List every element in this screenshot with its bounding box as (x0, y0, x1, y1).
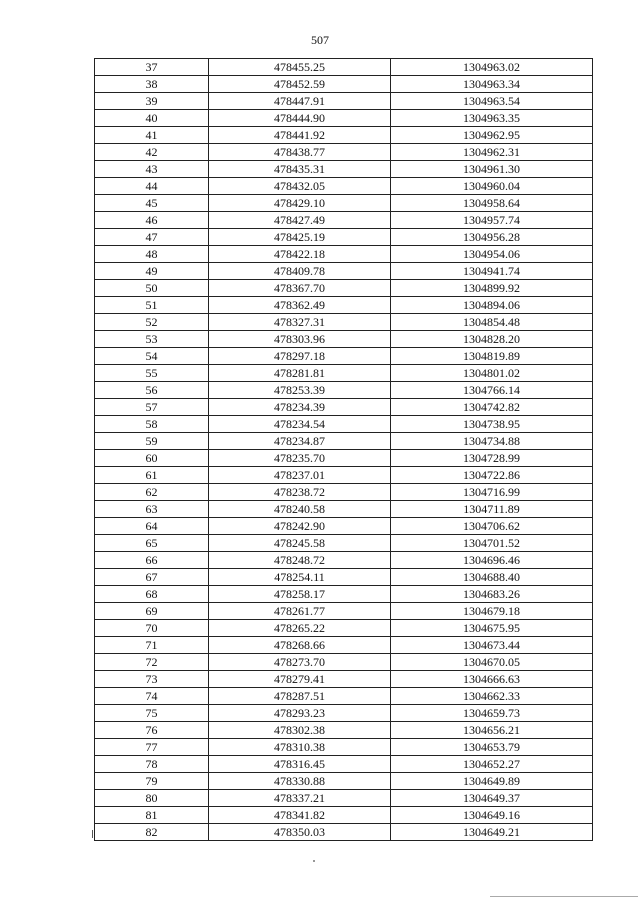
y-coordinate-cell: 1304656.21 (391, 722, 593, 739)
table-row (95, 620, 593, 637)
y-coordinate-cell: 1304649.16 (391, 807, 593, 824)
x-coordinate-cell: 478330.88 (209, 773, 391, 790)
x-coordinate-cell: 478425.19 (209, 229, 391, 246)
point-number-cell: 73 (95, 671, 209, 688)
x-coordinate-cell: 478254.11 (209, 569, 391, 586)
y-coordinate-cell: 1304696.46 (391, 552, 593, 569)
x-coordinate-cell: 478281.81 (209, 365, 391, 382)
point-number-cell: 55 (95, 365, 209, 382)
table-row (95, 450, 593, 467)
y-coordinate-cell: 1304688.40 (391, 569, 593, 586)
point-number-cell: 68 (95, 586, 209, 603)
point-number-cell: 42 (95, 144, 209, 161)
x-coordinate-cell: 478302.38 (209, 722, 391, 739)
point-number-cell: 79 (95, 773, 209, 790)
x-coordinate-cell: 478429.10 (209, 195, 391, 212)
y-coordinate-cell: 1304649.37 (391, 790, 593, 807)
x-coordinate-cell: 478409.78 (209, 263, 391, 280)
y-coordinate-cell: 1304899.92 (391, 280, 593, 297)
x-coordinate-cell: 478362.49 (209, 297, 391, 314)
point-number-cell: 74 (95, 688, 209, 705)
point-number-cell: 40 (95, 110, 209, 127)
table-row (95, 399, 593, 416)
point-number-cell: 64 (95, 518, 209, 535)
y-coordinate-cell: 1304894.06 (391, 297, 593, 314)
y-coordinate-cell: 1304962.31 (391, 144, 593, 161)
x-coordinate-cell: 478438.77 (209, 144, 391, 161)
point-number-cell: 53 (95, 331, 209, 348)
x-coordinate-cell: 478248.72 (209, 552, 391, 569)
point-number-cell: 57 (95, 399, 209, 416)
y-coordinate-cell: 1304956.28 (391, 229, 593, 246)
point-number-cell: 52 (95, 314, 209, 331)
point-number-cell: 72 (95, 654, 209, 671)
point-number-cell: 56 (95, 382, 209, 399)
point-number-cell: 66 (95, 552, 209, 569)
y-coordinate-cell: 1304963.35 (391, 110, 593, 127)
table-row (95, 501, 593, 518)
x-coordinate-cell: 478444.90 (209, 110, 391, 127)
table-row (95, 178, 593, 195)
table-row (95, 297, 593, 314)
table-row (95, 314, 593, 331)
y-coordinate-cell: 1304854.48 (391, 314, 593, 331)
x-coordinate-cell: 478337.21 (209, 790, 391, 807)
table-row (95, 671, 593, 688)
y-coordinate-cell: 1304828.20 (391, 331, 593, 348)
x-coordinate-cell: 478427.49 (209, 212, 391, 229)
y-coordinate-cell: 1304801.02 (391, 365, 593, 382)
x-coordinate-cell: 478297.18 (209, 348, 391, 365)
x-coordinate-cell: 478258.17 (209, 586, 391, 603)
x-coordinate-cell: 478293.23 (209, 705, 391, 722)
table-row (95, 739, 593, 756)
x-coordinate-cell: 478310.38 (209, 739, 391, 756)
y-coordinate-cell: 1304662.33 (391, 688, 593, 705)
point-number-cell: 43 (95, 161, 209, 178)
point-number-cell: 37 (95, 59, 209, 76)
point-number-cell: 48 (95, 246, 209, 263)
point-number-cell: 51 (95, 297, 209, 314)
y-coordinate-cell: 1304954.06 (391, 246, 593, 263)
page-number: 507 (311, 33, 329, 47)
point-number-cell: 58 (95, 416, 209, 433)
point-number-cell: 59 (95, 433, 209, 450)
x-coordinate-cell: 478238.72 (209, 484, 391, 501)
point-number-cell: 47 (95, 229, 209, 246)
y-coordinate-cell: 1304963.34 (391, 76, 593, 93)
x-coordinate-cell: 478234.87 (209, 433, 391, 450)
x-coordinate-cell: 478253.39 (209, 382, 391, 399)
y-coordinate-cell: 1304963.54 (391, 93, 593, 110)
point-number-cell: 71 (95, 637, 209, 654)
point-number-cell: 82 (95, 824, 209, 841)
x-coordinate-cell: 478273.70 (209, 654, 391, 671)
y-coordinate-cell: 1304653.79 (391, 739, 593, 756)
y-coordinate-cell: 1304679.18 (391, 603, 593, 620)
x-coordinate-cell: 478341.82 (209, 807, 391, 824)
point-number-cell: 44 (95, 178, 209, 195)
x-coordinate-cell: 478447.91 (209, 93, 391, 110)
table-row (95, 59, 593, 76)
point-number-cell: 80 (95, 790, 209, 807)
x-coordinate-cell: 478350.03 (209, 824, 391, 841)
point-number-cell: 54 (95, 348, 209, 365)
y-coordinate-cell: 1304742.82 (391, 399, 593, 416)
x-coordinate-cell: 478234.54 (209, 416, 391, 433)
table-row (95, 603, 593, 620)
table-row (95, 722, 593, 739)
y-coordinate-cell: 1304738.95 (391, 416, 593, 433)
x-coordinate-cell: 478237.01 (209, 467, 391, 484)
y-coordinate-cell: 1304701.52 (391, 535, 593, 552)
point-number-cell: 67 (95, 569, 209, 586)
point-number-cell: 63 (95, 501, 209, 518)
table-row (95, 212, 593, 229)
table-row (95, 416, 593, 433)
point-number-cell: 50 (95, 280, 209, 297)
table-row (95, 773, 593, 790)
y-coordinate-cell: 1304659.73 (391, 705, 593, 722)
x-coordinate-cell: 478265.22 (209, 620, 391, 637)
y-coordinate-cell: 1304673.44 (391, 637, 593, 654)
x-coordinate-cell: 478303.96 (209, 331, 391, 348)
table-row (95, 467, 593, 484)
point-number-cell: 75 (95, 705, 209, 722)
x-coordinate-cell: 478287.51 (209, 688, 391, 705)
table-row (95, 654, 593, 671)
y-coordinate-cell: 1304962.95 (391, 127, 593, 144)
x-coordinate-cell: 478441.92 (209, 127, 391, 144)
y-coordinate-cell: 1304963.02 (391, 59, 593, 76)
table-row (95, 93, 593, 110)
point-number-cell: 81 (95, 807, 209, 824)
x-coordinate-cell: 478432.05 (209, 178, 391, 195)
x-coordinate-cell: 478235.70 (209, 450, 391, 467)
table-row (95, 331, 593, 348)
table-row (95, 246, 593, 263)
point-number-cell: 65 (95, 535, 209, 552)
point-number-cell: 70 (95, 620, 209, 637)
point-number-cell: 46 (95, 212, 209, 229)
coordinates-table-body (95, 59, 593, 841)
y-coordinate-cell: 1304734.88 (391, 433, 593, 450)
x-coordinate-cell: 478455.25 (209, 59, 391, 76)
table-row (95, 76, 593, 93)
table-row (95, 518, 593, 535)
y-coordinate-cell: 1304766.14 (391, 382, 593, 399)
table-row (95, 586, 593, 603)
point-number-cell: 38 (95, 76, 209, 93)
y-coordinate-cell: 1304649.89 (391, 773, 593, 790)
x-coordinate-cell: 478234.39 (209, 399, 391, 416)
table-row (95, 552, 593, 569)
table-row (95, 263, 593, 280)
x-coordinate-cell: 478435.31 (209, 161, 391, 178)
coordinates-table (94, 58, 593, 841)
table-row (95, 535, 593, 552)
table-row (95, 144, 593, 161)
table-row (95, 229, 593, 246)
x-coordinate-cell: 478422.18 (209, 246, 391, 263)
point-number-cell: 76 (95, 722, 209, 739)
y-coordinate-cell: 1304711.89 (391, 501, 593, 518)
table-row (95, 705, 593, 722)
table-row (95, 688, 593, 705)
table-row (95, 195, 593, 212)
y-coordinate-cell: 1304958.64 (391, 195, 593, 212)
table-row (95, 807, 593, 824)
table-row (95, 637, 593, 654)
point-number-cell: 41 (95, 127, 209, 144)
scan-edge-line (490, 896, 638, 897)
table-row (95, 348, 593, 365)
scan-speck (313, 860, 315, 862)
x-coordinate-cell: 478327.31 (209, 314, 391, 331)
table-row (95, 382, 593, 399)
y-coordinate-cell: 1304675.95 (391, 620, 593, 637)
y-coordinate-cell: 1304683.26 (391, 586, 593, 603)
point-number-cell: 62 (95, 484, 209, 501)
x-coordinate-cell: 478452.59 (209, 76, 391, 93)
point-number-cell: 39 (95, 93, 209, 110)
point-number-cell: 60 (95, 450, 209, 467)
x-coordinate-cell: 478242.90 (209, 518, 391, 535)
y-coordinate-cell: 1304819.89 (391, 348, 593, 365)
table-row (95, 433, 593, 450)
y-coordinate-cell: 1304728.99 (391, 450, 593, 467)
table-row (95, 790, 593, 807)
table-row (95, 127, 593, 144)
table-row (95, 161, 593, 178)
table-row (95, 365, 593, 382)
point-number-cell: 69 (95, 603, 209, 620)
margin-mark (92, 830, 93, 838)
y-coordinate-cell: 1304649.21 (391, 824, 593, 841)
y-coordinate-cell: 1304706.62 (391, 518, 593, 535)
table-row (95, 756, 593, 773)
point-number-cell: 78 (95, 756, 209, 773)
table-row (95, 110, 593, 127)
x-coordinate-cell: 478268.66 (209, 637, 391, 654)
y-coordinate-cell: 1304941.74 (391, 263, 593, 280)
y-coordinate-cell: 1304716.99 (391, 484, 593, 501)
x-coordinate-cell: 478261.77 (209, 603, 391, 620)
table-row (95, 569, 593, 586)
table-row (95, 280, 593, 297)
point-number-cell: 49 (95, 263, 209, 280)
y-coordinate-cell: 1304722.86 (391, 467, 593, 484)
y-coordinate-cell: 1304961.30 (391, 161, 593, 178)
y-coordinate-cell: 1304957.74 (391, 212, 593, 229)
point-number-cell: 61 (95, 467, 209, 484)
y-coordinate-cell: 1304960.04 (391, 178, 593, 195)
x-coordinate-cell: 478367.70 (209, 280, 391, 297)
x-coordinate-cell: 478240.58 (209, 501, 391, 518)
point-number-cell: 77 (95, 739, 209, 756)
table-row (95, 484, 593, 501)
x-coordinate-cell: 478279.41 (209, 671, 391, 688)
y-coordinate-cell: 1304666.63 (391, 671, 593, 688)
table-row (95, 824, 593, 841)
y-coordinate-cell: 1304670.05 (391, 654, 593, 671)
x-coordinate-cell: 478316.45 (209, 756, 391, 773)
y-coordinate-cell: 1304652.27 (391, 756, 593, 773)
x-coordinate-cell: 478245.58 (209, 535, 391, 552)
point-number-cell: 45 (95, 195, 209, 212)
